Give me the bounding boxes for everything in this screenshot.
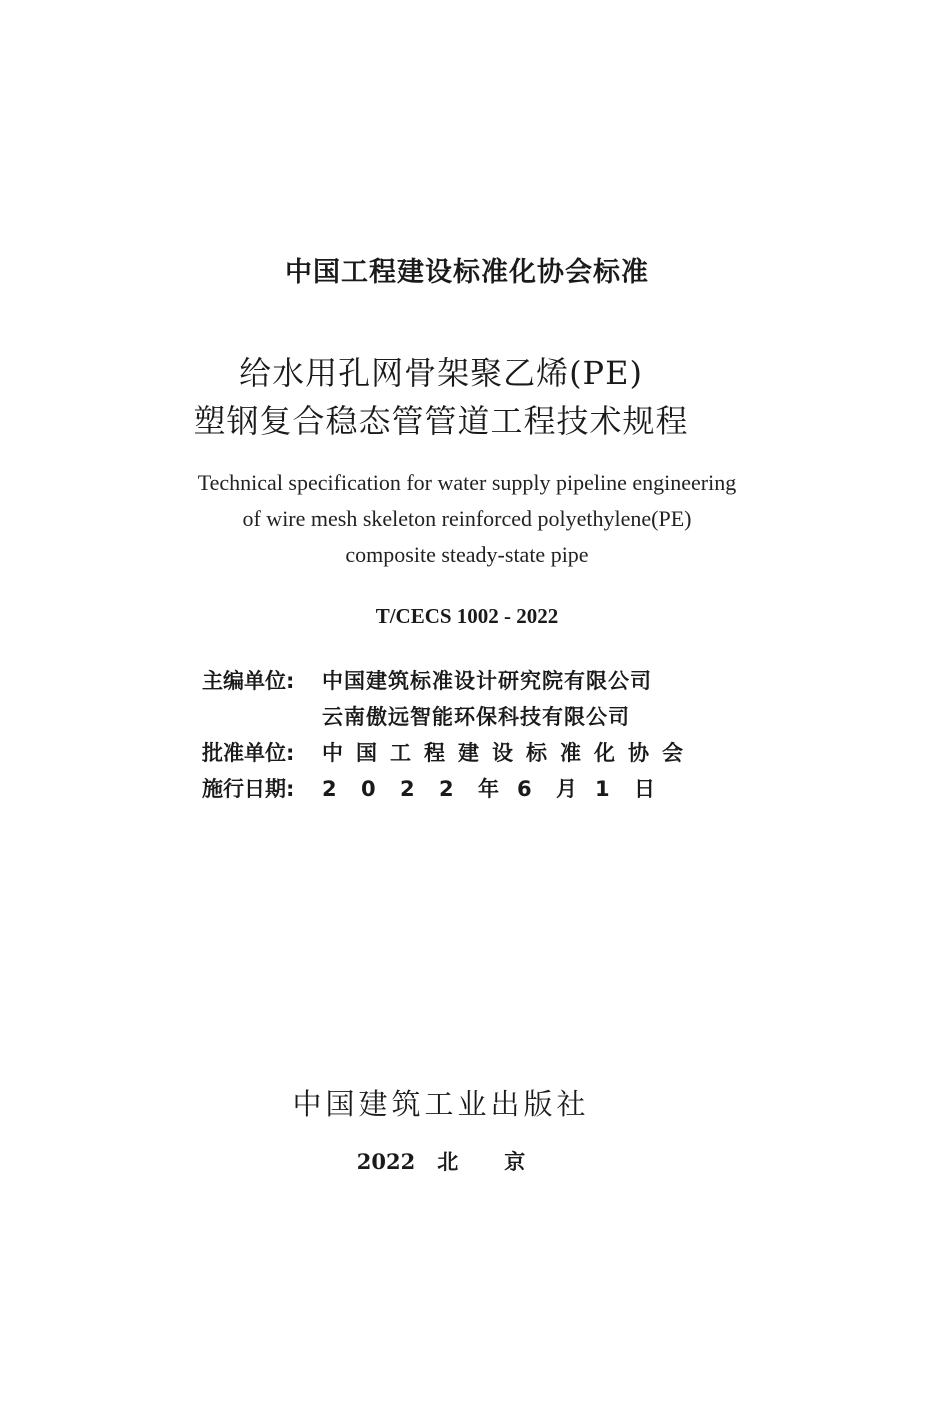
publication-city-char-2: 京 — [504, 1149, 526, 1174]
date-char: 2 — [439, 777, 454, 801]
date-char: 1 — [595, 777, 610, 801]
spacer — [202, 702, 322, 738]
approval-label: 批准单位: — [202, 741, 295, 765]
standard-code: T/CECS 1002 - 2022 — [375, 604, 559, 628]
organization-standard-heading: 中国工程建设标准化协会标准 — [285, 257, 649, 288]
chief-editor-unit-2: 云南傲远智能环保科技有限公司 — [322, 705, 630, 729]
date-char: 2 — [322, 777, 337, 801]
chief-editor-row — [202, 666, 696, 702]
approval-unit: 中国工程建设标准化协会 — [322, 741, 696, 765]
english-title-line-2: of wire mesh skeleton reinforced polyethylene(PE) — [242, 506, 692, 531]
publication-year: 2022 — [356, 1149, 416, 1174]
chief-editor-unit-1: 中国建筑标准设计研究院有限公司 — [322, 669, 652, 693]
chief-editor-row-2 — [202, 702, 696, 738]
chinese-title-line-1: 给水用孔网骨架聚乙烯(PE) — [239, 354, 643, 392]
approval-row — [202, 738, 696, 774]
date-char: 0 — [361, 777, 376, 801]
chinese-title-line-2: 塑钢复合稳态管管道工程技术规程 — [193, 402, 689, 440]
date-char: 年 — [478, 777, 499, 801]
chief-editor-label: 主编单位: — [202, 669, 295, 693]
publication-city-char-1: 北 — [437, 1149, 459, 1174]
date-char: 2 — [400, 777, 415, 801]
publication-year-city — [0, 1146, 916, 1176]
effective-date — [322, 774, 673, 810]
effective-date-label: 施行日期: — [202, 777, 295, 801]
effective-date-row — [202, 774, 696, 810]
info-block — [202, 666, 696, 810]
english-title-line-1: Technical specification for water supply pipeline engineering — [197, 470, 737, 495]
date-char: 日 — [634, 777, 655, 801]
publisher-name: 中国建筑工业出版社 — [292, 1087, 590, 1121]
english-title-line-3: composite steady-state pipe — [345, 542, 589, 567]
date-char: 6 — [517, 777, 532, 801]
date-char: 月 — [556, 777, 577, 801]
